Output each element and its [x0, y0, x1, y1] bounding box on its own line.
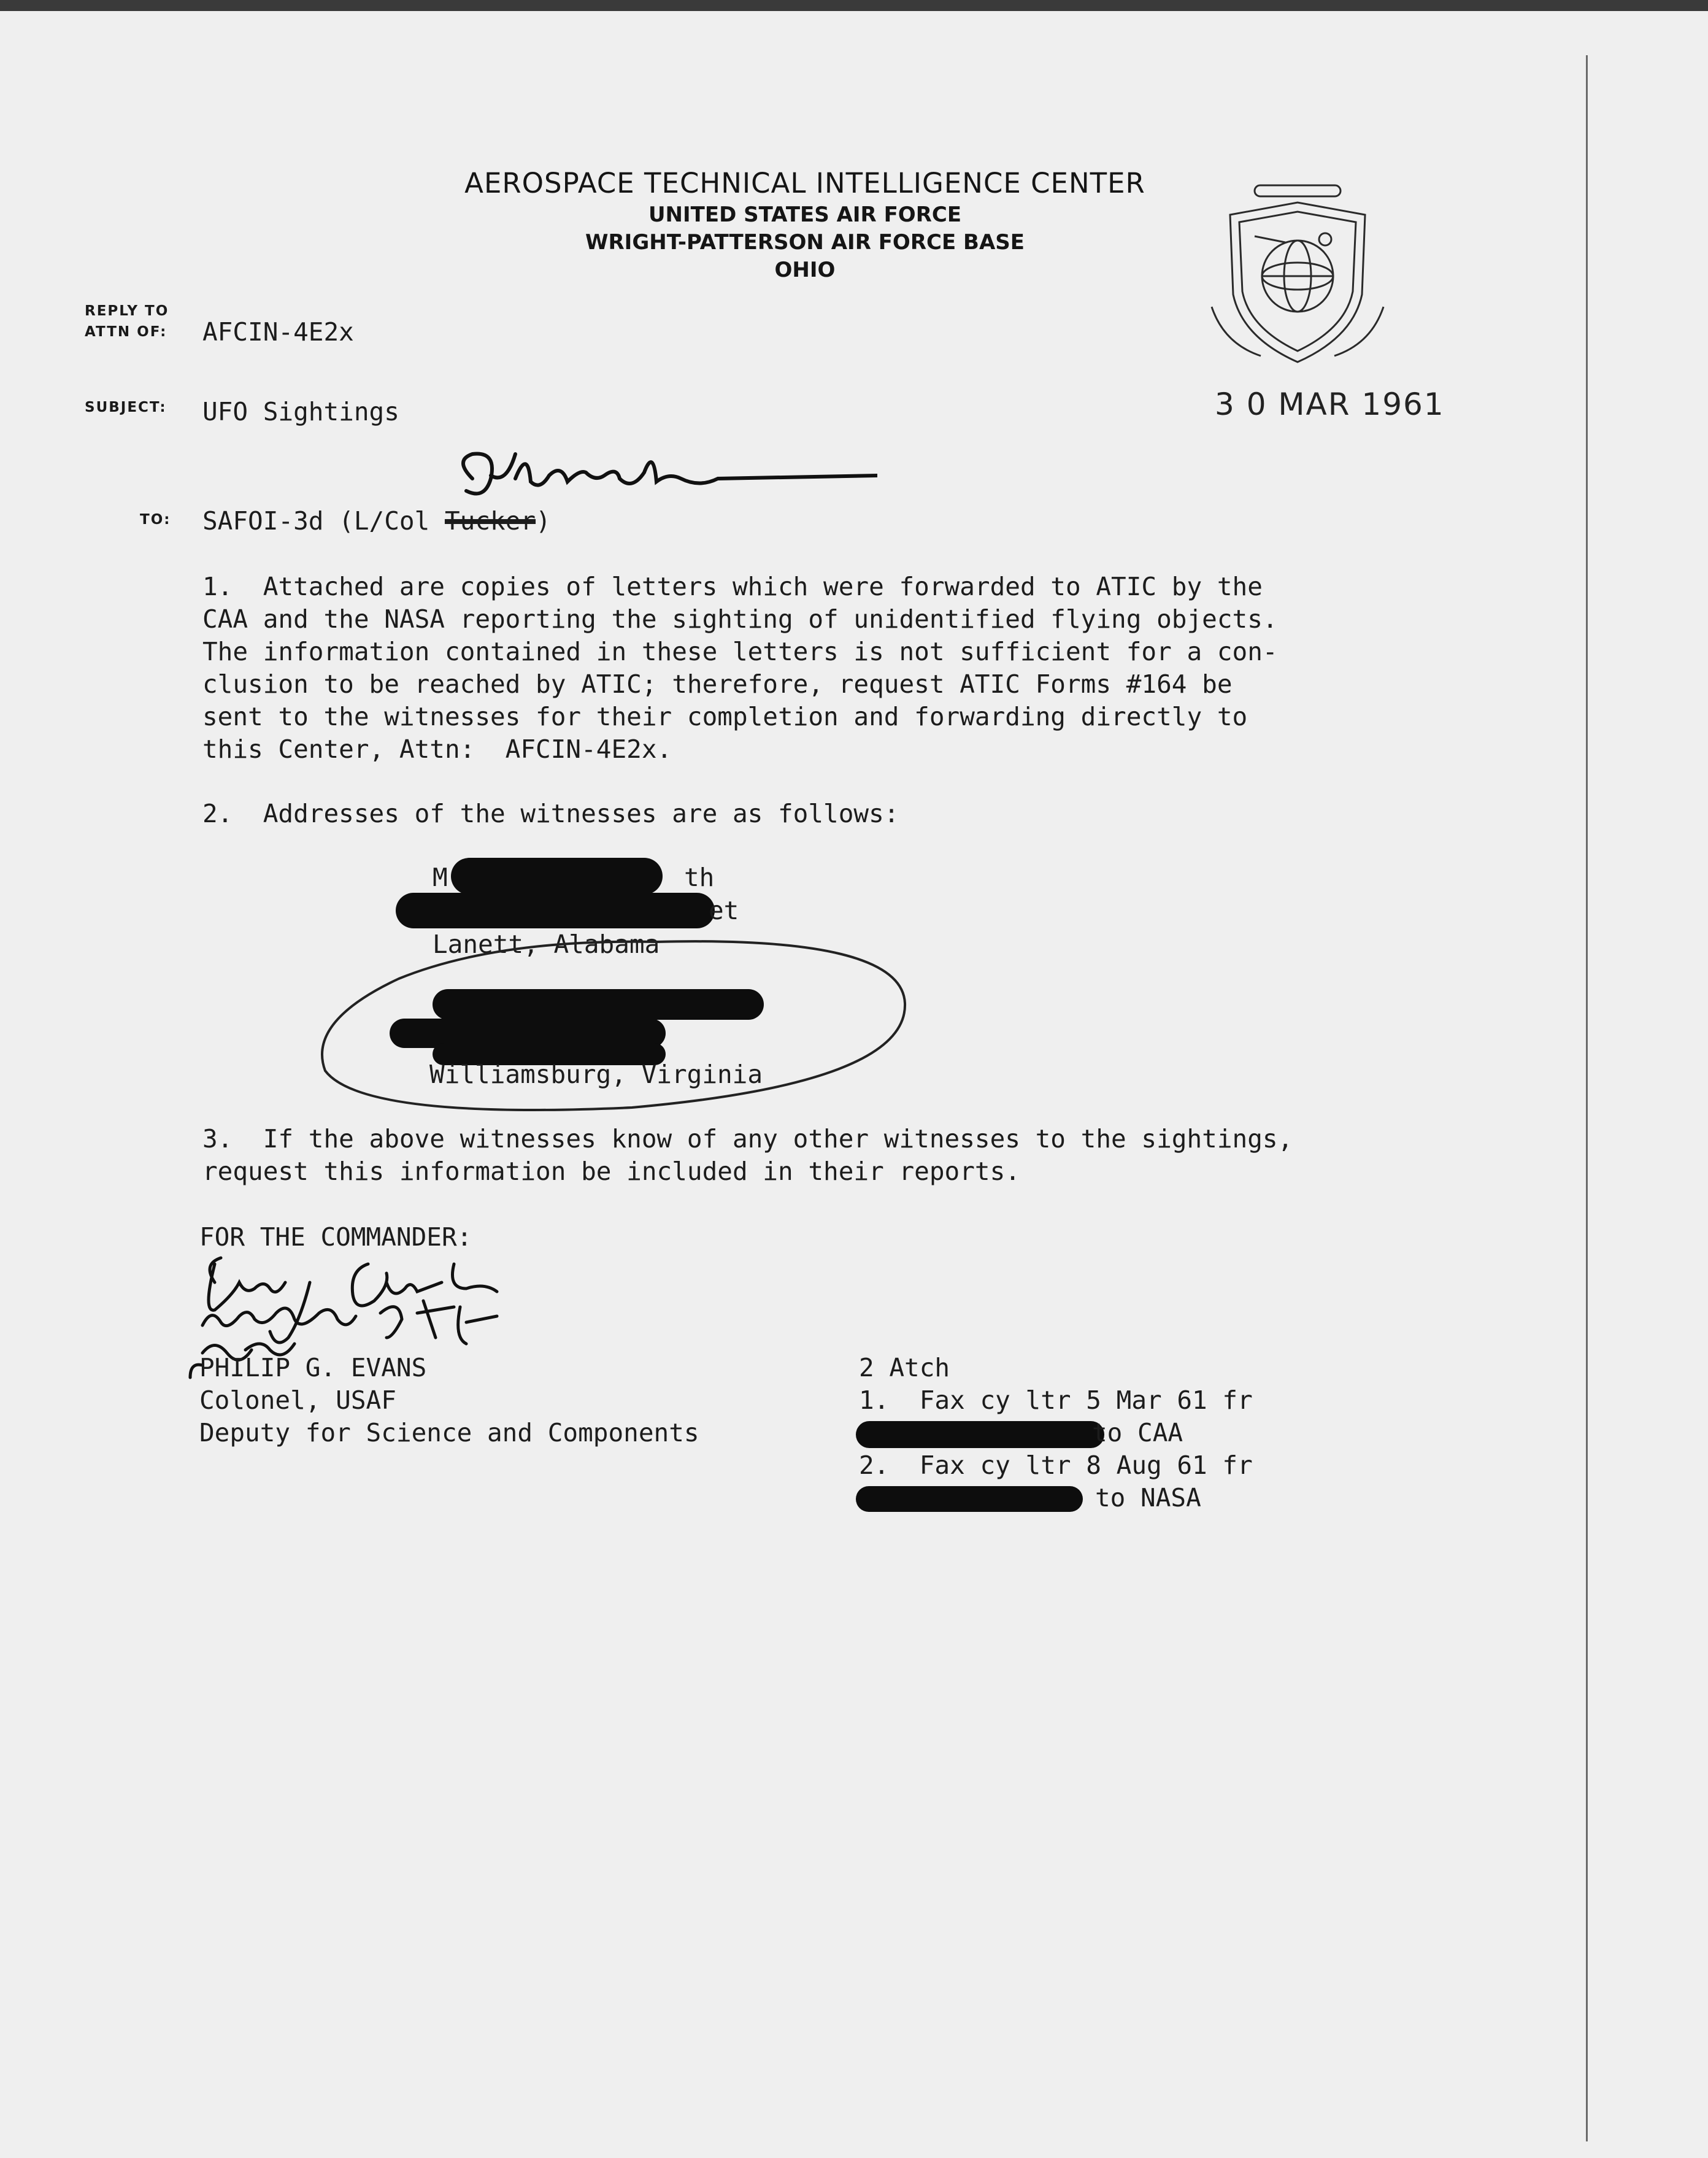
attachment-1-line1: 1. Fax cy ltr 5 Mar 61 fr: [859, 1385, 1253, 1415]
attachment-2-line2-end: to NASA: [1095, 1483, 1201, 1513]
redaction: [433, 989, 764, 1020]
letterhead-state: OHIO: [774, 258, 836, 282]
paragraph-3-line: 3. If the above witnesses know of any other witnesses to the sightings,: [202, 1124, 1293, 1154]
signer-title: Deputy for Science and Components: [199, 1418, 699, 1447]
scan-border-top: [0, 0, 1708, 11]
paragraph-3-line: request this information be included in their reports.: [202, 1157, 1020, 1186]
letterhead-org: AEROSPACE TECHNICAL INTELLIGENCE CENTER: [464, 167, 1145, 199]
redaction: [451, 858, 663, 895]
redaction: [856, 1486, 1083, 1512]
letterhead-base: WRIGHT-PATTERSON AIR FORCE BASE: [585, 230, 1025, 255]
paragraph-1-line: CAA and the NASA reporting the sighting of unidentified flying objects.: [202, 604, 1278, 634]
struck-name: Tucker: [444, 506, 536, 536]
paragraph-1-line: clusion to be reached by ATIC; therefore, request ATIC Forms #164 be: [202, 669, 1233, 699]
address1-line1-start: M: [433, 863, 448, 892]
paragraph-1-line: sent to the witnesses for their completion and forwarding directly to: [202, 702, 1248, 731]
date-stamp: 3 0 MAR 1961: [1215, 387, 1445, 422]
reply-to-value: AFCIN-4E2x: [202, 317, 354, 347]
paragraph-1: [202, 571, 1278, 766]
for-the-commander: FOR THE COMMANDER:: [199, 1222, 472, 1252]
reply-to-label-line2: ATTN OF:: [85, 324, 167, 340]
subject-value: UFO Sightings: [202, 397, 399, 426]
paragraph-1-line: The information contained in these letters is not sufficient for a con-: [202, 637, 1278, 666]
reply-to-label-line1: REPLY TO: [85, 303, 169, 319]
paragraph-1-line: 1. Attached are copies of letters which were forwarded to ATIC by the: [202, 572, 1263, 601]
address1-line1-end: th: [684, 863, 715, 892]
attachment-1-line2-end: to CAA: [1092, 1418, 1183, 1447]
to-label: TO:: [140, 512, 171, 528]
address1-city: Lanett, Alabama: [433, 930, 660, 959]
reply-to-label: [85, 301, 169, 342]
attachment-2-line1: 2. Fax cy ltr 8 Aug 61 fr: [859, 1451, 1253, 1480]
to-value-start: SAFOI-3d (L/Col: [202, 506, 445, 536]
to-value-end: ): [536, 506, 551, 536]
signer-name: PHILIP G. EVANS: [199, 1353, 427, 1382]
address1-line2-end: et: [709, 896, 739, 925]
address2-city: Williamsburg, Virginia: [429, 1060, 763, 1089]
scan-border-right: [1586, 55, 1588, 2141]
atic-seal-icon: [1206, 178, 1390, 374]
paragraph-2: 2. Addresses of the witnesses are as follows:: [202, 799, 899, 828]
letterhead-service: UNITED STATES AIR FORCE: [648, 202, 962, 227]
attachment-count: 2 Atch: [859, 1353, 950, 1382]
paragraph-1-line: this Center, Attn: AFCIN-4E2x.: [202, 734, 672, 764]
subject-label: SUBJECT:: [85, 399, 167, 415]
signer-rank: Colonel, USAF: [199, 1385, 396, 1415]
redaction: [856, 1421, 1104, 1448]
handwritten-name-correction: [448, 442, 877, 515]
paragraph-3: [202, 1123, 1293, 1188]
